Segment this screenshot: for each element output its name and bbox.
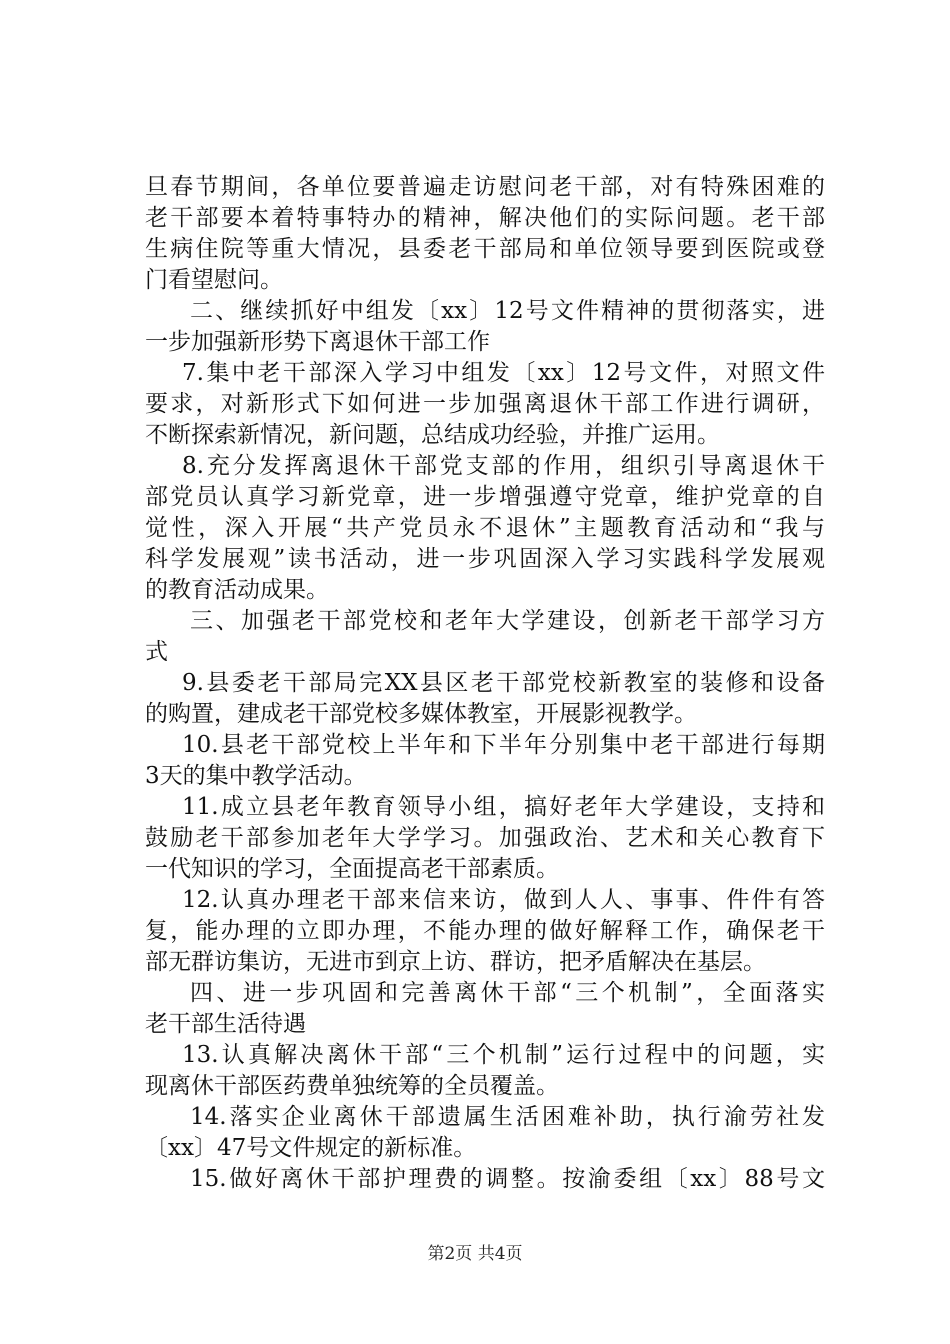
text-line: 12.认真办理老干部来信来访，做到人人、事事、件件有答 [182, 887, 825, 913]
text-line: 7.集中老干部深入学习中组发〔xx〕12号文件，对照文件 [182, 360, 825, 386]
text-line: 复，能办理的立即办理，不能办理的做好解释工作，确保老干 [145, 918, 825, 944]
text-line: 二、继续抓好中组发〔xx〕12号文件精神的贯彻落实，进 [190, 298, 825, 324]
text-line: 一步加强新形势下离退休干部工作 [145, 329, 490, 355]
text-line: 觉性，深入开展“共产党员永不退休”主题教育活动和“我与 [145, 515, 825, 541]
text-line: 三、加强老干部党校和老年大学建设，创新老干部学习方 [190, 608, 825, 634]
text-line: 四、进一步巩固和完善离休干部“三个机制”，全面落实 [190, 980, 825, 1006]
text-line: 旦春节期间，各单位要普遍走访慰问老干部，对有特殊困难的 [145, 174, 825, 200]
text-line: 13.认真解决离休干部“三个机制”运行过程中的问题，实 [182, 1042, 825, 1068]
text-line: 的教育活动成果。 [145, 577, 329, 603]
text-line: 9.县委老干部局完XX县区老干部党校新教室的装修和设备 [182, 670, 825, 696]
text-line: 部无群访集访，无进市到京上访、群访，把矛盾解决在基层。 [145, 949, 766, 975]
text-line: 14.落实企业离休干部遗属生活困难补助，执行渝劳社发 [190, 1104, 825, 1130]
text-line: 门看望慰问。 [145, 267, 283, 293]
text-line: 一代知识的学习，全面提高老干部素质。 [145, 856, 559, 882]
text-line: 科学发展观”读书活动，进一步巩固深入学习实践科学发展观 [145, 546, 825, 572]
text-line: 现离休干部医药费单独统筹的全员覆盖。 [145, 1073, 559, 1099]
text-line: 要求，对新形式下如何进一步加强离退休干部工作进行调研， [145, 391, 825, 417]
text-line: 鼓励老干部参加老年大学学习。加强政治、艺术和关心教育下 [145, 825, 825, 851]
text-line: 部党员认真学习新党章，进一步增强遵守党章，维护党章的自 [145, 484, 825, 510]
document-body [145, 172, 825, 1195]
text-line: 不断探索新情况，新问题，总结成功经验，并推广运用。 [145, 422, 720, 448]
text-line: 老干部生活待遇 [145, 1011, 306, 1037]
text-line: 10.县老干部党校上半年和下半年分别集中老干部进行每期 [182, 732, 825, 758]
text-line: 老干部要本着特事特办的精神，解决他们的实际问题。老干部 [145, 205, 825, 231]
text-line: 8.充分发挥离退休干部党支部的作用，组织引导离退休干 [182, 453, 825, 479]
text-line: 15.做好离休干部护理费的调整。按渝委组〔xx〕88号文 [190, 1166, 825, 1192]
text-line: 的购置，建成老干部党校多媒体教室，开展影视教学。 [145, 701, 697, 727]
text-line: 11.成立县老年教育领导小组，搞好老年大学建设，支持和 [182, 794, 825, 820]
page-footer: 第2页 共4页 [427, 1244, 523, 1264]
text-line: 〔xx〕47号文件规定的新标准。 [145, 1135, 477, 1161]
text-line: 式 [145, 639, 168, 665]
text-line: 生病住院等重大情况，县委老干部局和单位领导要到医院或登 [145, 236, 825, 262]
text-line: 3天的集中教学活动。 [145, 763, 367, 789]
